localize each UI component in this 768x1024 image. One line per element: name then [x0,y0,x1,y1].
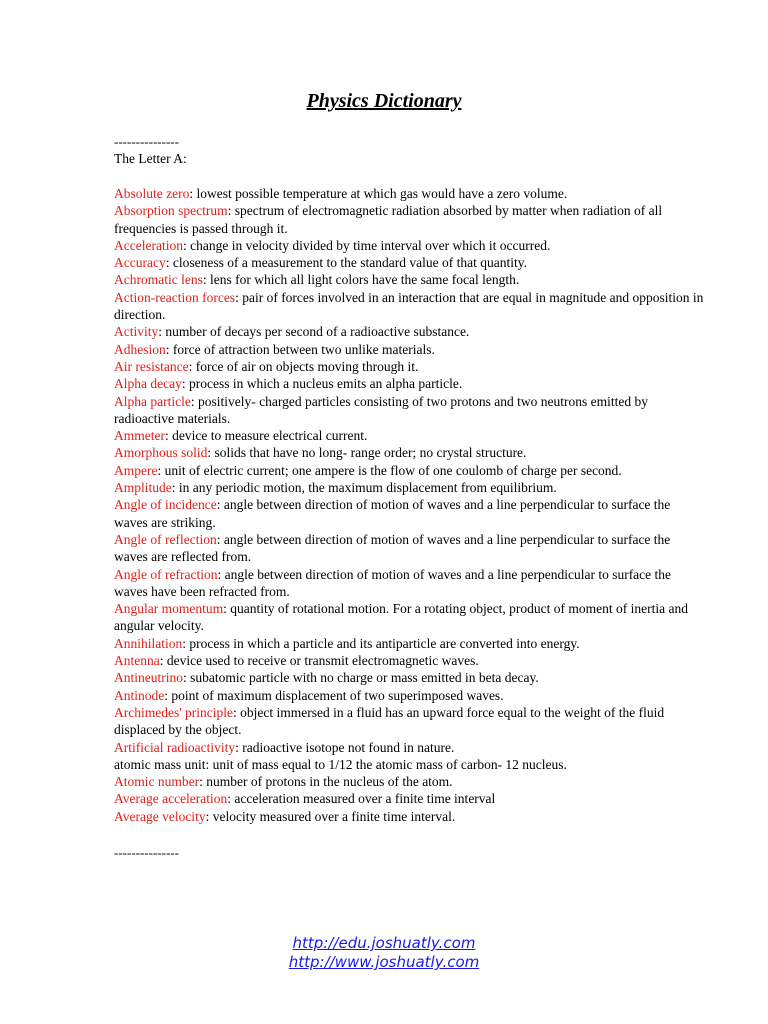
entry-definition: : force of air on objects moving through it. [188,358,419,374]
dictionary-entry [114,479,704,496]
entry-term: Average acceleration [114,791,228,807]
footer-links [0,934,768,972]
dictionary-entry [114,669,704,686]
entry-definition: : change in velocity divided by time interval over which it occurred. [182,237,551,253]
entry-definition: : lens for which all light colors have the same focal length. [202,272,520,288]
dictionary-entry [114,462,704,479]
dictionary-entry [114,790,704,807]
dictionary-entry [114,652,704,669]
dictionary-entry [114,808,704,825]
entry-term: Annihilation [114,635,183,651]
dictionary-entry [114,185,704,202]
entry-term: Absorption spectrum [114,203,228,219]
entry-term: Archimedes' principle [114,704,234,720]
entry-term: Angle of incidence [114,497,217,513]
entry-definition: : angle between direction of motion of waves and a line perpendicular to surface the waves are reflected from. [114,531,671,565]
dictionary-entry [114,773,704,790]
dictionary-entry [114,237,704,254]
entry-definition: : in any periodic motion, the maximum displacement from equilibrium. [171,480,557,496]
entry-term: Atomic number [114,774,200,790]
entry-definition: : device to measure electrical current. [164,428,368,444]
dictionary-entry [114,202,704,237]
entry-definition: : pair of forces involved in an interaction that are equal in magnitude and opposition in direction. [114,289,704,323]
entry-definition: : number of protons in the nucleus of the atom. [199,774,453,790]
entry-definition: : subatomic particle with no charge or mass emitted in beta decay. [183,670,539,686]
dictionary-entry [114,427,704,444]
entry-term: Antenna [114,653,160,669]
dictionary-entry [114,289,704,324]
entry-definition: : lowest possible temperature at which gas would have a zero volume. [189,186,568,201]
entry-term: Amorphous solid [114,445,208,461]
dictionary-entry [114,271,704,288]
entry-term: Alpha decay [114,376,182,392]
entry-definition: : process in which a particle and its antiparticle are converted into energy. [182,635,580,651]
entry-definition: : positively- charged particles consisting of two protons and two neutrons emitted by radioactive materials. [114,393,649,426]
separator-top: --------------- [114,134,179,149]
dictionary-entry [114,358,704,375]
entry-term: atomic mass unit [114,756,206,772]
entry-definition: : object immersed in a fluid has an upward force equal to the weight of the fluid displaced by the object. [114,704,665,738]
entry-definition: : angle between direction of motion of waves and a line perpendicular to surface the waves are striking. [114,497,671,530]
entry-term: Artificial radioactivity [114,739,236,755]
entry-term: Air resistance [114,358,189,374]
entry-term: Accuracy [114,255,166,271]
entry-term: Ampere [114,462,158,478]
entry-definition: : point of maximum displacement of two superimposed waves. [164,687,504,703]
entry-term: Alpha particle [114,393,191,409]
entry-definition: : acceleration measured over a finite time interval [227,791,496,807]
footer-link-edu[interactable]: http://edu.joshuatly.com [292,934,476,952]
dictionary-entry [114,704,704,739]
entry-definition: : radioactive isotope not found in nature. [235,739,455,755]
dictionary-entry [114,600,704,635]
entry-definition: : unit of electric current; one ampere is the flow of one coulomb of charge per second. [157,462,622,478]
dictionary-entry [114,566,704,601]
entry-definition: : process in which a nucleus emits an alpha particle. [181,376,463,392]
dictionary-entry [114,393,704,428]
dictionary-entry [114,687,704,704]
entry-definition: : angle between direction of motion of waves and a line perpendicular to surface the waves have been refracted from. [114,566,672,599]
entry-definition: : solids that have no long- range order; no crystal structure. [207,445,527,461]
entry-term: Amplitude [114,480,172,496]
dictionary-entry [114,531,704,566]
entry-definition: : spectrum of electromagnetic radiation absorbed by matter when radiation of all frequencies is passed through it. [114,203,663,236]
letter-heading: The Letter A: [114,151,187,166]
entry-term: Adhesion [114,341,166,357]
entry-term: Ammeter [114,428,165,444]
dictionary-entry [114,375,704,392]
entry-definition: : device used to receive or transmit electromagnetic waves. [159,653,479,669]
dictionary-entry [114,444,704,461]
page-title: Physics Dictionary [306,90,462,112]
entry-definition: : velocity measured over a finite time interval. [205,808,456,824]
dictionary-entry [114,739,704,756]
entry-term: Angular momentum [114,601,224,617]
entry-definition: : force of attraction between two unlike materials. [165,341,435,357]
entry-term: Activity [114,324,159,340]
dictionary-entry [114,254,704,271]
entry-term: Antineutrino [114,670,183,686]
entry-term: Antinode [114,687,165,703]
dictionary-entry [114,635,704,652]
entry-term: Angle of reflection [114,531,217,547]
dictionary-entry [114,323,704,340]
dictionary-entry [114,756,704,773]
entry-term: Action-reaction forces [114,289,236,305]
entry-term: Achromatic lens [114,272,203,288]
entry-term: Acceleration [114,237,183,253]
entry-term: Average velocity [114,808,206,824]
entry-definition: : closeness of a measurement to the standard value of that quantity. [165,255,527,271]
separator-bottom: --------------- [114,845,179,860]
dictionary-entries [114,185,704,825]
entry-term: Absolute zero [114,186,190,201]
entry-definition: : number of decays per second of a radioactive substance. [158,324,470,340]
dictionary-entry [114,341,704,358]
footer-link-www[interactable]: http://www.joshuatly.com [288,953,480,971]
dictionary-entry [114,496,704,531]
entry-definition: : quantity of rotational motion. For a rotating object, product of moment of inertia and angular velocity. [114,601,689,634]
entry-term: Angle of refraction [114,566,218,582]
entry-definition: : unit of mass equal to 1/12 the atomic mass of carbon- 12 nucleus. [205,756,567,772]
